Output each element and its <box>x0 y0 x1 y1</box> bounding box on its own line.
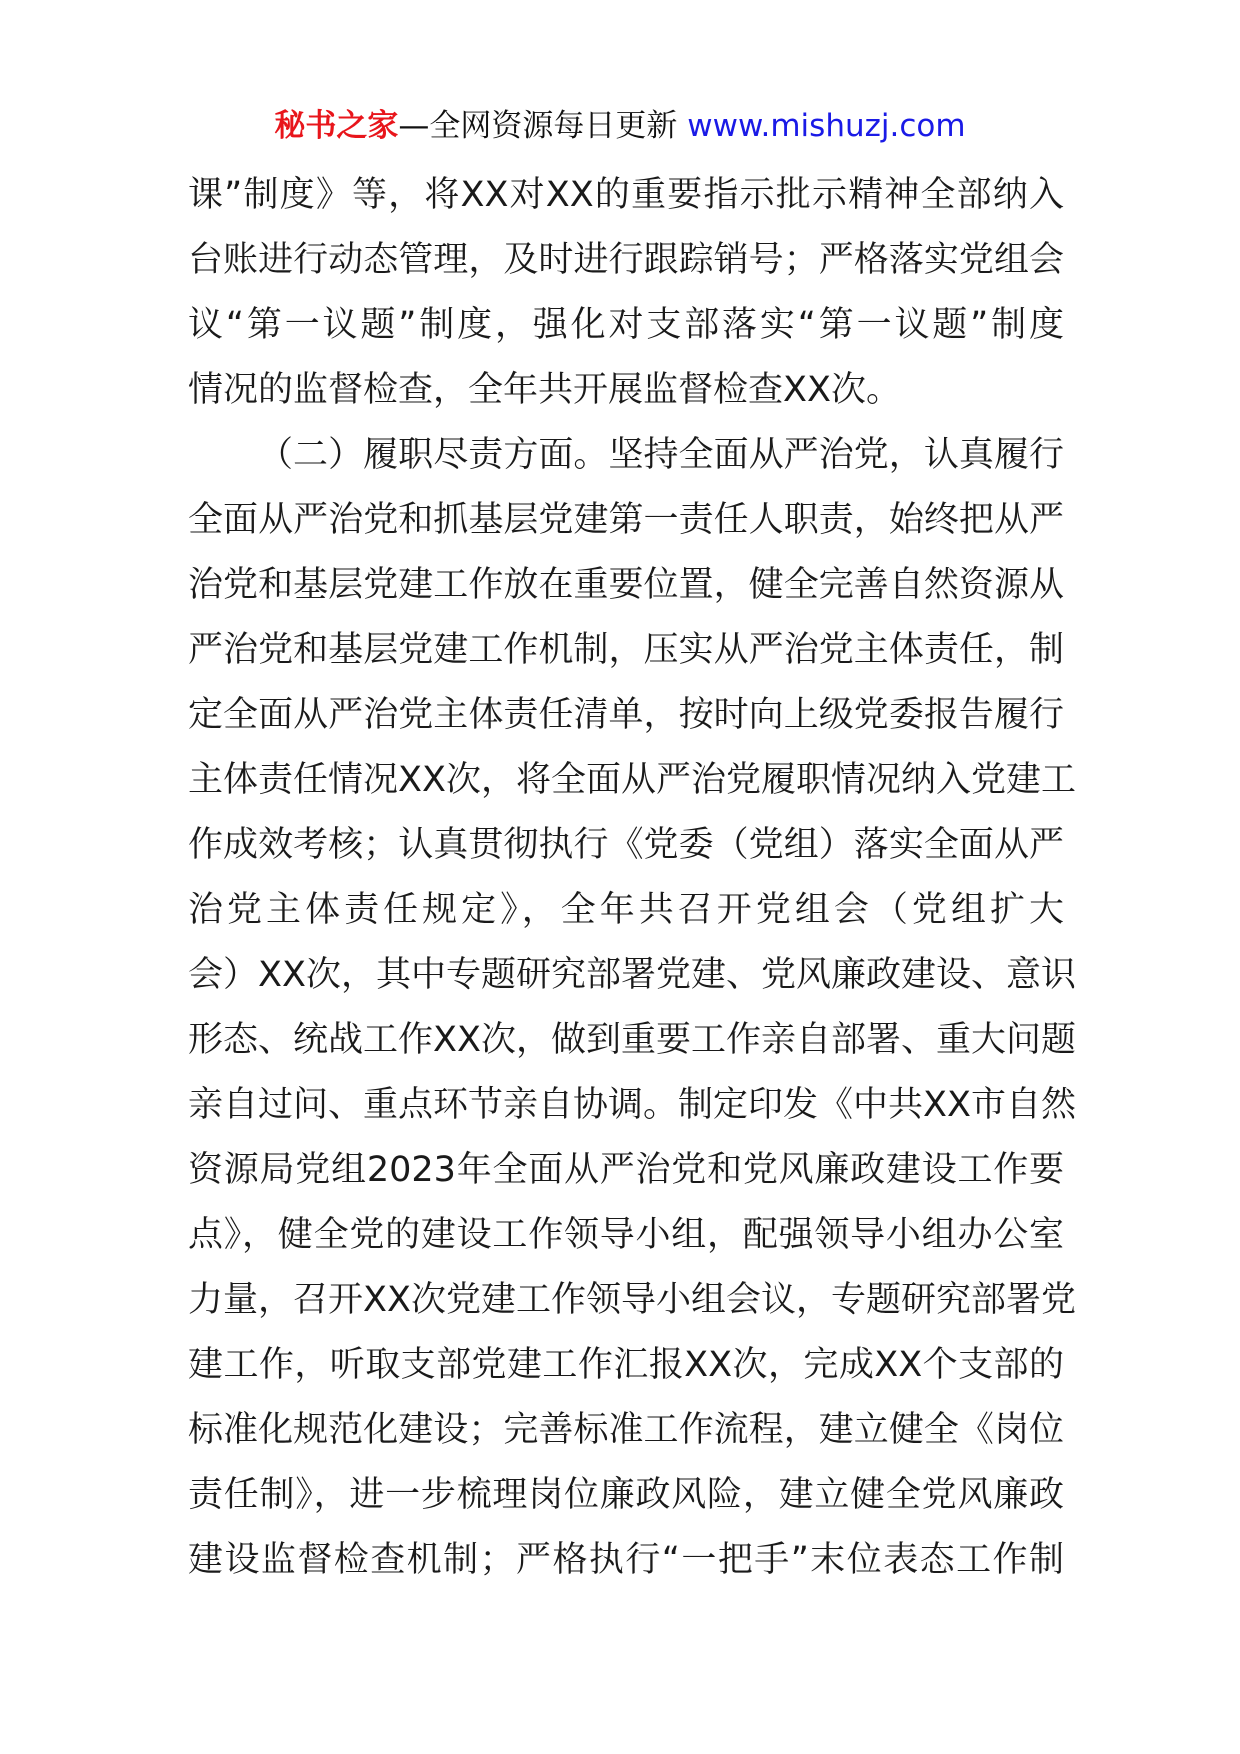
body-line: 力量，召开XX次党建工作领导小组会议，专题研究部署党 <box>188 1280 1076 1320</box>
body-line: 亲自过问、重点环节亲自协调。制定印发《中共XX市自然 <box>188 1085 1076 1125</box>
body-line: 建设监督检查机制；严格执行“一把手”末位表态工作制 <box>188 1540 1064 1580</box>
body-line: 台账进行动态管理，及时进行跟踪销号；严格落实党组会 <box>188 240 1064 280</box>
page-header <box>0 104 1240 148</box>
body-line: 主体责任情况XX次，将全面从严治党履职情况纳入党建工 <box>188 760 1076 800</box>
body-line: 治党和基层党建工作放在重要位置，健全完善自然资源从 <box>188 565 1064 605</box>
body-line: 点》，健全党的建设工作领导小组，配强领导小组办公室 <box>188 1215 1064 1255</box>
body-line: 作成效考核；认真贯彻执行《党委（党组）落实全面从严 <box>188 825 1064 865</box>
body-line: 议“第一议题”制度，强化对支部落实“第一议题”制度 <box>188 305 1064 345</box>
body-line: 建工作，听取支部党建工作汇报XX次，完成XX个支部的 <box>188 1345 1064 1385</box>
paragraph-heading-line: （二）履职尽责方面。坚持全面从严治党，认真履行 <box>258 435 1064 475</box>
body-line: 治党主体责任规定》，全年共召开党组会（党组扩大 <box>188 890 1064 930</box>
header-slogan: —全网资源每日更新 <box>398 108 688 144</box>
document-body <box>188 163 1076 1593</box>
header-url-link[interactable]: www.mishuzj.com <box>687 108 966 144</box>
body-line: 情况的监督检查，全年共开展监督检查XX次。 <box>188 370 901 410</box>
body-line: 定全面从严治党主体责任清单，按时向上级党委报告履行 <box>188 695 1064 735</box>
body-line: 全面从严治党和抓基层党建第一责任人职责，始终把从严 <box>188 500 1064 540</box>
body-line: 形态、统战工作XX次，做到重要工作亲自部署、重大问题 <box>188 1020 1076 1060</box>
body-line: 会）XX次，其中专题研究部署党建、党风廉政建设、意识 <box>188 955 1076 995</box>
body-line: 资源局党组2023年全面从严治党和党风廉政建设工作要 <box>188 1150 1064 1190</box>
body-line: 课”制度》等，将XX对XX的重要指示批示精神全部纳入 <box>188 175 1064 215</box>
header-brand: 秘书之家 <box>274 108 399 144</box>
body-line: 责任制》，进一步梳理岗位廉政风险，建立健全党风廉政 <box>188 1475 1064 1515</box>
body-line: 标准化规范化建设；完善标准工作流程，建立健全《岗位 <box>188 1410 1064 1450</box>
body-line: 严治党和基层党建工作机制，压实从严治党主体责任，制 <box>188 630 1064 670</box>
